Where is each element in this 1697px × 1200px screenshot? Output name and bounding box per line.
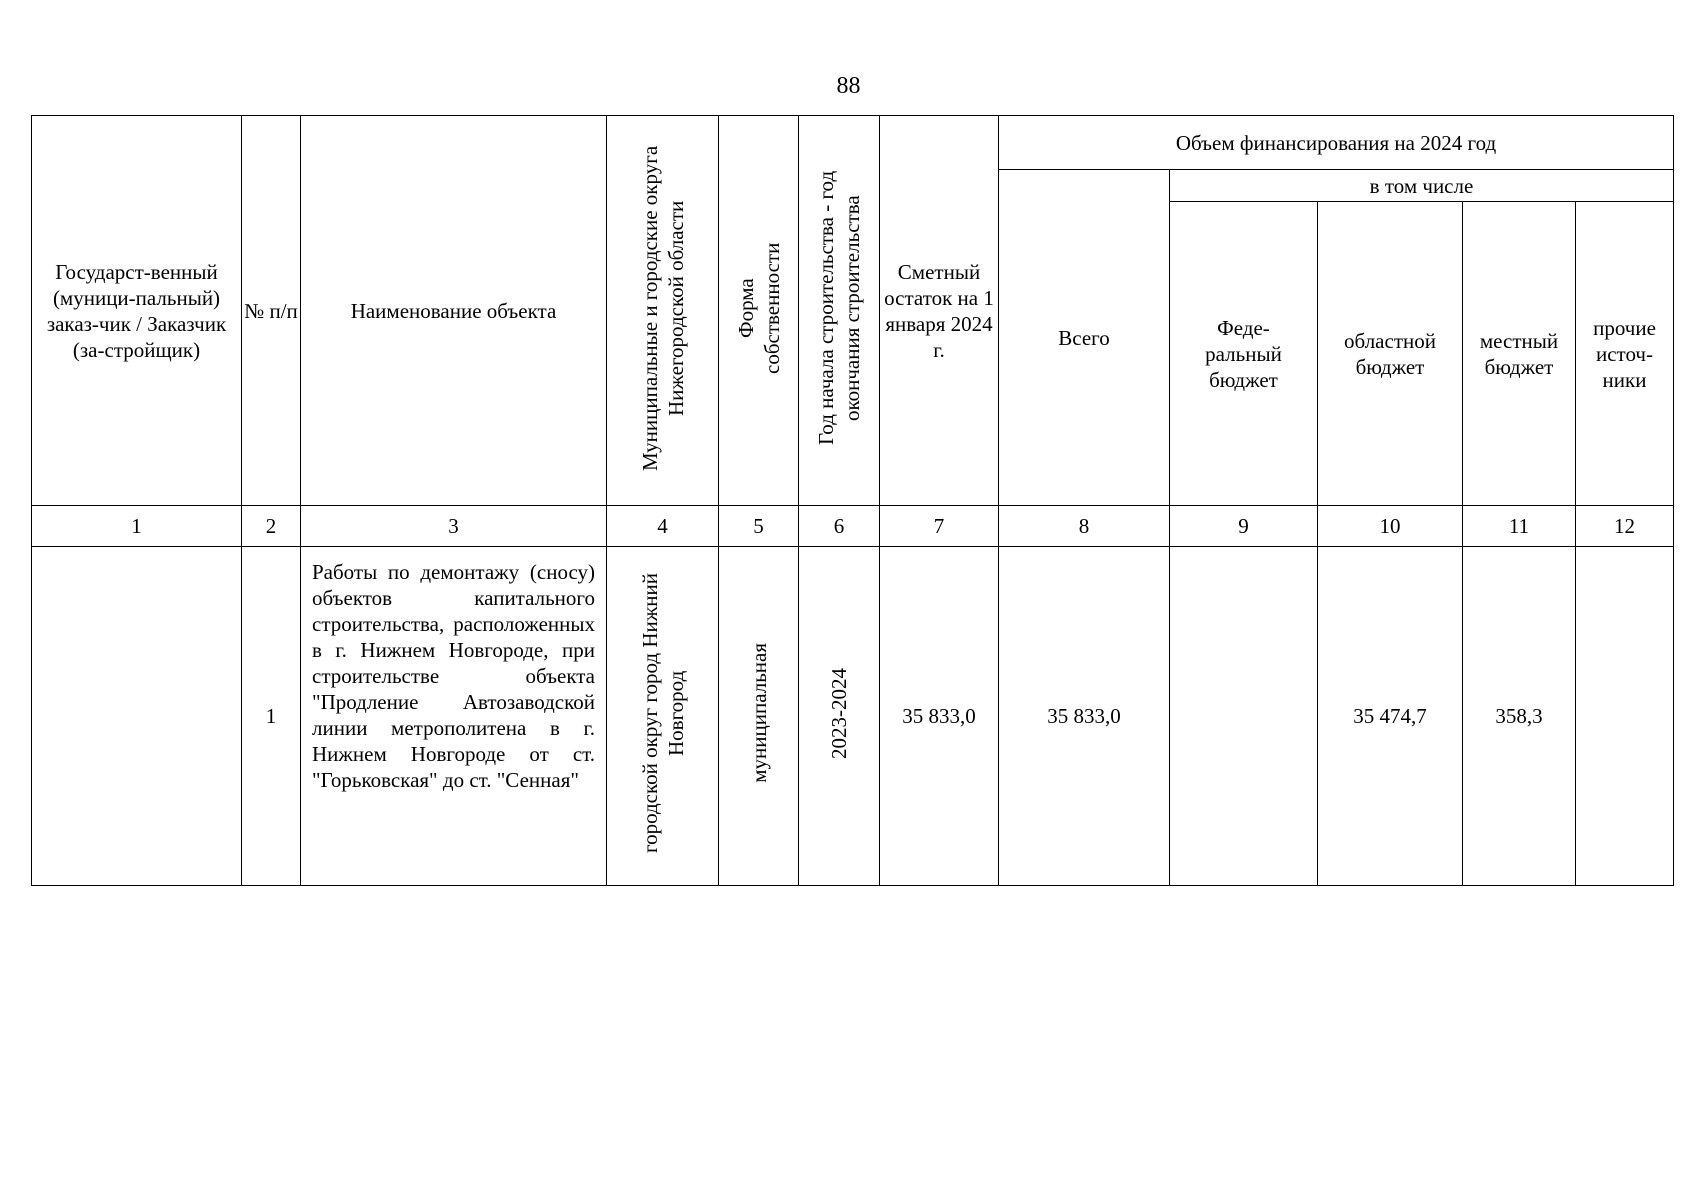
header-total xyxy=(999,170,1170,506)
header-ownership-label: Форма собственности xyxy=(733,241,784,374)
header-ownership xyxy=(719,116,799,506)
column-number: 4 xyxy=(607,506,719,547)
cell-local: 358,3 xyxy=(1463,547,1576,886)
header-object-name xyxy=(301,116,607,506)
page-number: 88 xyxy=(836,73,861,99)
header-regional-label: областной бюджет xyxy=(1344,328,1436,379)
cell-ownership-text: муниципальная xyxy=(746,643,771,783)
header-total-label: Всего xyxy=(1058,325,1110,350)
header-object-name-label: Наименование объекта xyxy=(350,298,557,323)
header-row-no xyxy=(242,116,301,506)
header-other-label: прочие источ-ники xyxy=(1593,315,1656,392)
column-number: 5 xyxy=(719,506,799,547)
header-municipality xyxy=(607,116,719,506)
header-local xyxy=(1463,202,1576,506)
header-row-no-label: № п/п xyxy=(244,298,298,323)
column-number: 1 xyxy=(32,506,242,547)
column-number: 3 xyxy=(301,506,607,547)
column-number: 12 xyxy=(1576,506,1674,547)
column-number: 7 xyxy=(880,506,999,547)
funding-table xyxy=(31,115,1674,886)
header-customer-label: Государст-венный (муници-пальный) заказ-чик / Заказчик (за-стройщик) xyxy=(46,259,227,362)
column-number: 11 xyxy=(1463,506,1576,547)
cell-object-name xyxy=(301,547,607,886)
header-funding-group xyxy=(999,116,1674,170)
header-remainder-label: Сметный остаток на 1 января 2024 г. xyxy=(884,259,994,362)
cell-total: 35 833,0 xyxy=(999,547,1170,886)
cell-row-no: 1 xyxy=(242,547,301,886)
column-number: 9 xyxy=(1170,506,1318,547)
column-number: 10 xyxy=(1318,506,1463,547)
header-customer xyxy=(32,116,242,506)
cell-years-text: 2023-2024 xyxy=(827,667,851,759)
header-other xyxy=(1576,202,1674,506)
header-municipality-label: Муниципальные и городские округа Нижегородской области xyxy=(637,144,688,471)
column-number: 2 xyxy=(242,506,301,547)
column-number-row xyxy=(32,506,1674,547)
cell-municipality xyxy=(607,547,719,886)
header-federal xyxy=(1170,202,1318,506)
cell-other xyxy=(1576,547,1674,886)
header-federal-label: Феде-ральный бюджет xyxy=(1205,315,1282,392)
header-remainder xyxy=(880,116,999,506)
cell-regional: 35 474,7 xyxy=(1318,547,1463,886)
cell-customer xyxy=(32,547,242,886)
header-regional xyxy=(1318,202,1463,506)
cell-remainder: 35 833,0 xyxy=(880,547,999,886)
cell-ownership xyxy=(719,547,799,886)
header-years xyxy=(799,116,880,506)
cell-municipality-text: городской округ город Нижний Новгород xyxy=(637,573,688,853)
cell-years xyxy=(799,547,880,886)
column-number: 8 xyxy=(999,506,1170,547)
header-years-label: Год начала строительства - год окончания строительства xyxy=(814,170,864,445)
table-row xyxy=(32,547,1674,886)
header-including xyxy=(1170,170,1674,202)
column-number: 6 xyxy=(799,506,880,547)
cell-object-name-text: Работы по демонтажу (сносу) объектов капитального строительства, расположенных в г. Нижнем Новгороде, при строительстве объекта "Продление Автозаводской линии метрополитена в г. Нижнем Новгороде от ст. "Горьковская" до ст. "Сенная" xyxy=(312,560,595,792)
cell-federal xyxy=(1170,547,1318,886)
header-including-label: в том числе xyxy=(1369,173,1474,198)
header-local-label: местный бюджет xyxy=(1479,328,1559,379)
header-funding-group-label: Объем финансирования на 2024 год xyxy=(1175,130,1497,155)
